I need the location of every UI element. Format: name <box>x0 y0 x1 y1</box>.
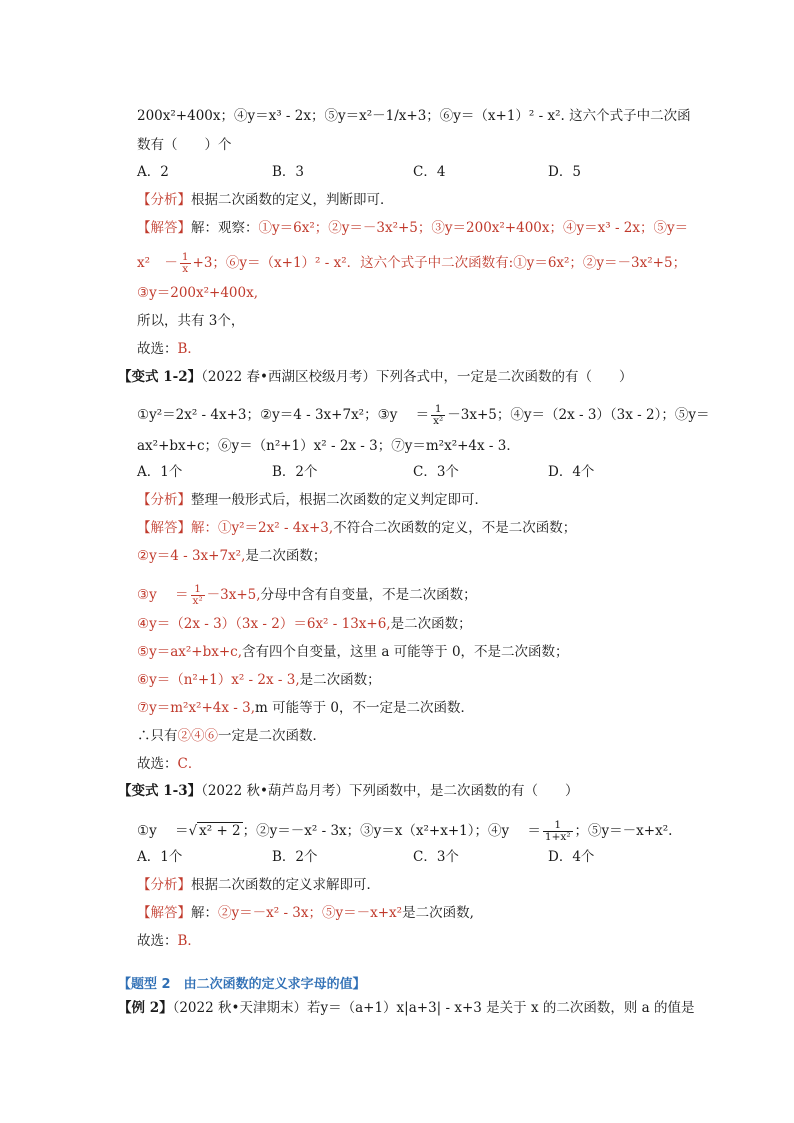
analysis-text: 根据二次函数的定义求解即可． <box>191 877 380 893</box>
analysis-tag: 【分析】 <box>137 492 191 508</box>
fraction-1-over-x2 <box>431 404 445 427</box>
answer-note: m 可能等于 0，不一定是二次函数． <box>255 700 474 716</box>
summary-items: ②④⑥ <box>177 728 218 744</box>
analysis-tag: 【分析】 <box>137 192 191 208</box>
q2-heading <box>118 368 632 386</box>
analysis-tag: 【分析】 <box>137 877 191 893</box>
q2-tag: 【变式 1-2】 <box>118 369 202 385</box>
q3-heading <box>118 782 578 800</box>
ex2-heading <box>118 999 694 1017</box>
q2-choice <box>137 755 201 773</box>
choice-value: B． <box>177 933 201 949</box>
frac-num: 1 <box>543 820 573 832</box>
ex2-tag: 【例 2】 <box>118 1000 173 1016</box>
q1-answer-line1 <box>137 219 688 237</box>
answer-expr-3: ③y＝200x²+400x, <box>137 285 259 301</box>
q3-option-a: A．1个 <box>137 849 183 865</box>
q2-answer-3: ③y ＝ $\frac{1}{\text{x²}}$ －3x+5,分母中含有自变量，不是二次函数； <box>137 583 477 607</box>
q1-answer-line3 <box>137 284 258 302</box>
q3-choice <box>137 932 201 950</box>
frac-num: 1 <box>431 404 445 416</box>
q3-source: （2022 秋•葫芦岛月考） <box>201 783 349 799</box>
answer-expr: ⑤y＝ax²+bx+c, <box>137 644 243 660</box>
fraction-1-over-x2 <box>191 584 205 607</box>
answer-expr: ⑦y＝m²x²+4x - 3, <box>137 700 256 716</box>
q1-stem-line1 <box>137 107 691 125</box>
section-title-text: 【题型 2 由二次函数的定义求字母的值】 <box>118 977 366 992</box>
answer-expr: 解：①y²＝2x² - 4x+3, <box>191 520 334 536</box>
q3-option-c: C．3个 <box>413 849 459 865</box>
conclusion-text: 所以，共有 3个， <box>137 313 245 329</box>
answer-tag: 【解答】 <box>137 905 191 921</box>
ex2-stem: 若y＝（a+1）x|a+3| - x+3 是关于 x 的二次函数，则 a 的值是 <box>306 1000 695 1016</box>
q3-item2: ；②y＝－x² - 3x；③y＝x（x²+x+1）；④y <box>242 823 510 839</box>
q2-answer-2 <box>137 547 326 565</box>
q2-items-line1: ①y²＝2x² - 4x+3；②y＝4 - 3x+7x²；③y ＝ $\frac{1}{\text{x²}}$ －3x+5；④y＝（2x - 3）（3x - 2）；⑤y＝ <box>137 403 710 427</box>
q3-item1: ①y <box>137 823 157 839</box>
q1-option-b: B．3 <box>272 164 305 180</box>
fraction-1-over-x <box>180 252 191 275</box>
answer-expr: ④y＝（2x - 3）（3x - 2）＝6x² - 13x+6, <box>137 616 391 632</box>
answer-expr-2b: 3；⑥y＝（x+1）² - x²．这六个式子中二次函数有: <box>203 255 514 271</box>
q1-answer-line2: x² － $\frac{1}{x}$ +3；⑥y＝（x+1）² - x²．这六个式子中二次函数有:①y＝6x²；②y＝－3x²+5； <box>137 251 687 275</box>
answer-note: 不符合二次函数的定义，不是二次函数； <box>333 520 577 536</box>
q2-answer-4 <box>137 615 472 633</box>
q1-stem-text-2: 数有（ ）个 <box>137 137 232 153</box>
answer-note: 含有四个自变量，这里 a 可能等于 0，不是二次函数； <box>242 644 569 660</box>
q2-option-d: D．4个 <box>548 464 595 480</box>
ex2-source: （2022 秋•天津期末） <box>172 1000 307 1016</box>
q3-option-d: D．4个 <box>548 849 595 865</box>
answer-expr: ③y <box>137 587 157 603</box>
q1-choice <box>137 340 201 358</box>
analysis-text: 根据二次函数的定义，判断即可． <box>191 192 394 208</box>
answer-expr: ①y＝6x²；②y＝－3x²+5；③y＝200x²+400x；④y＝x³ - 2x；⑤y＝ <box>258 220 689 236</box>
frac-num: 1 <box>181 251 189 263</box>
q1-analysis <box>137 191 394 209</box>
q3-option-b: B．2个 <box>272 849 318 865</box>
answer-expr-2a: x² <box>137 255 151 271</box>
q3-items: ①y ＝√ x² + 2 ；②y＝－x² - 3x；③y＝x（x²+x+1）；④y ＝ $\frac{1}{\text{1+x²}}$ ；⑤y＝－x+x². <box>137 819 673 843</box>
answer-note: 是二次函数； <box>390 616 472 632</box>
answer-tag: 【解答】 <box>137 220 191 236</box>
q2-answer-5 <box>137 643 569 661</box>
summary-suffix: 一定是二次函数． <box>218 728 326 744</box>
section-title <box>118 975 366 994</box>
q1-option-a: A．2 <box>137 164 169 180</box>
choice-label: 故选： <box>137 933 178 949</box>
q3-tag: 【变式 1-3】 <box>118 783 202 799</box>
q1-option-d: D．5 <box>548 164 581 180</box>
q2-items-2: ax²+bx+c；⑥y＝（n²+1）x² - 2x - 3；⑦y＝m²x²+4x - 3． <box>137 438 520 454</box>
q1-conclusion <box>137 312 244 330</box>
frac-num: 1 <box>191 584 205 596</box>
choice-value: C． <box>177 756 202 772</box>
q2-answer-7 <box>137 699 474 717</box>
q3-stem: 下列函数中，是二次函数的有（ ） <box>348 783 579 799</box>
choice-label: 故选： <box>137 341 178 357</box>
q2-option-c: C．3个 <box>413 464 459 480</box>
answer-tag: 【解答】 <box>137 520 191 536</box>
q2-summary <box>137 727 326 745</box>
sqrt-expression: x² + 2 <box>199 823 241 839</box>
q1-stem-text: 200x²+400x；④y＝x³ - 2x；⑤y＝x²－1/x+3；⑥y＝（x+1）² - x². 这六个式子中二次函 <box>137 108 691 124</box>
answer-expr-2: 3x+5, <box>220 587 261 603</box>
frac-den: 1+x² <box>544 831 571 843</box>
q2-answer-6 <box>137 671 381 689</box>
answer-note: 是二次函数； <box>245 548 327 564</box>
answer-intro: 解：观察： <box>191 220 259 236</box>
q1-option-c: C．4 <box>413 164 446 180</box>
q3-item5: ；⑤y＝－x+x². <box>574 823 673 839</box>
answer-expr: ②y＝－x² - 3x；⑤y＝－x+x² <box>218 905 403 921</box>
q2-items-line2 <box>137 437 520 455</box>
q3-analysis <box>137 876 380 894</box>
q3-answer <box>137 904 474 922</box>
choice-value: B． <box>177 341 201 357</box>
q2-option-a: A．1个 <box>137 464 183 480</box>
analysis-text: 整理一般形式后，根据二次函数的定义判定即可． <box>191 492 488 508</box>
choice-label: 故选： <box>137 756 178 772</box>
answer-intro: 解： <box>191 905 218 921</box>
q2-option-b: B．2个 <box>272 464 318 480</box>
answer-expr: ⑥y＝（n²+1）x² - 2x - 3, <box>137 672 300 688</box>
q2-source: （2022 春•西湖区校级月考） <box>201 369 376 385</box>
q1-stem-line2 <box>137 136 232 154</box>
answer-expr: ②y＝4 - 3x+7x², <box>137 548 246 564</box>
summary-prefix: ∴只有 <box>137 728 178 744</box>
q2-answer-1 <box>137 519 576 537</box>
q2-analysis <box>137 491 488 509</box>
q2-items-1b: 3x+5；④y＝（2x - 3）（3x - 2）；⑤y＝ <box>460 407 710 423</box>
fraction-1-over-1-plus-x2 <box>543 820 573 843</box>
q2-stem: 下列各式中，一定是二次函数的有（ ） <box>375 369 633 385</box>
answer-note: 是二次函数； <box>299 672 381 688</box>
frac-den: x <box>182 263 189 275</box>
answer-note: 分母中含有自变量，不是二次函数； <box>260 587 477 603</box>
q2-items-1a: ①y²＝2x² - 4x+3；②y＝4 - 3x+7x²；③y <box>137 407 398 423</box>
answer-expr-2c: ①y＝6x²；②y＝－3x²+5； <box>513 255 687 271</box>
frac-den: x² <box>433 415 444 427</box>
answer-note: 是二次函数, <box>402 905 474 921</box>
frac-den: x² <box>192 595 203 607</box>
